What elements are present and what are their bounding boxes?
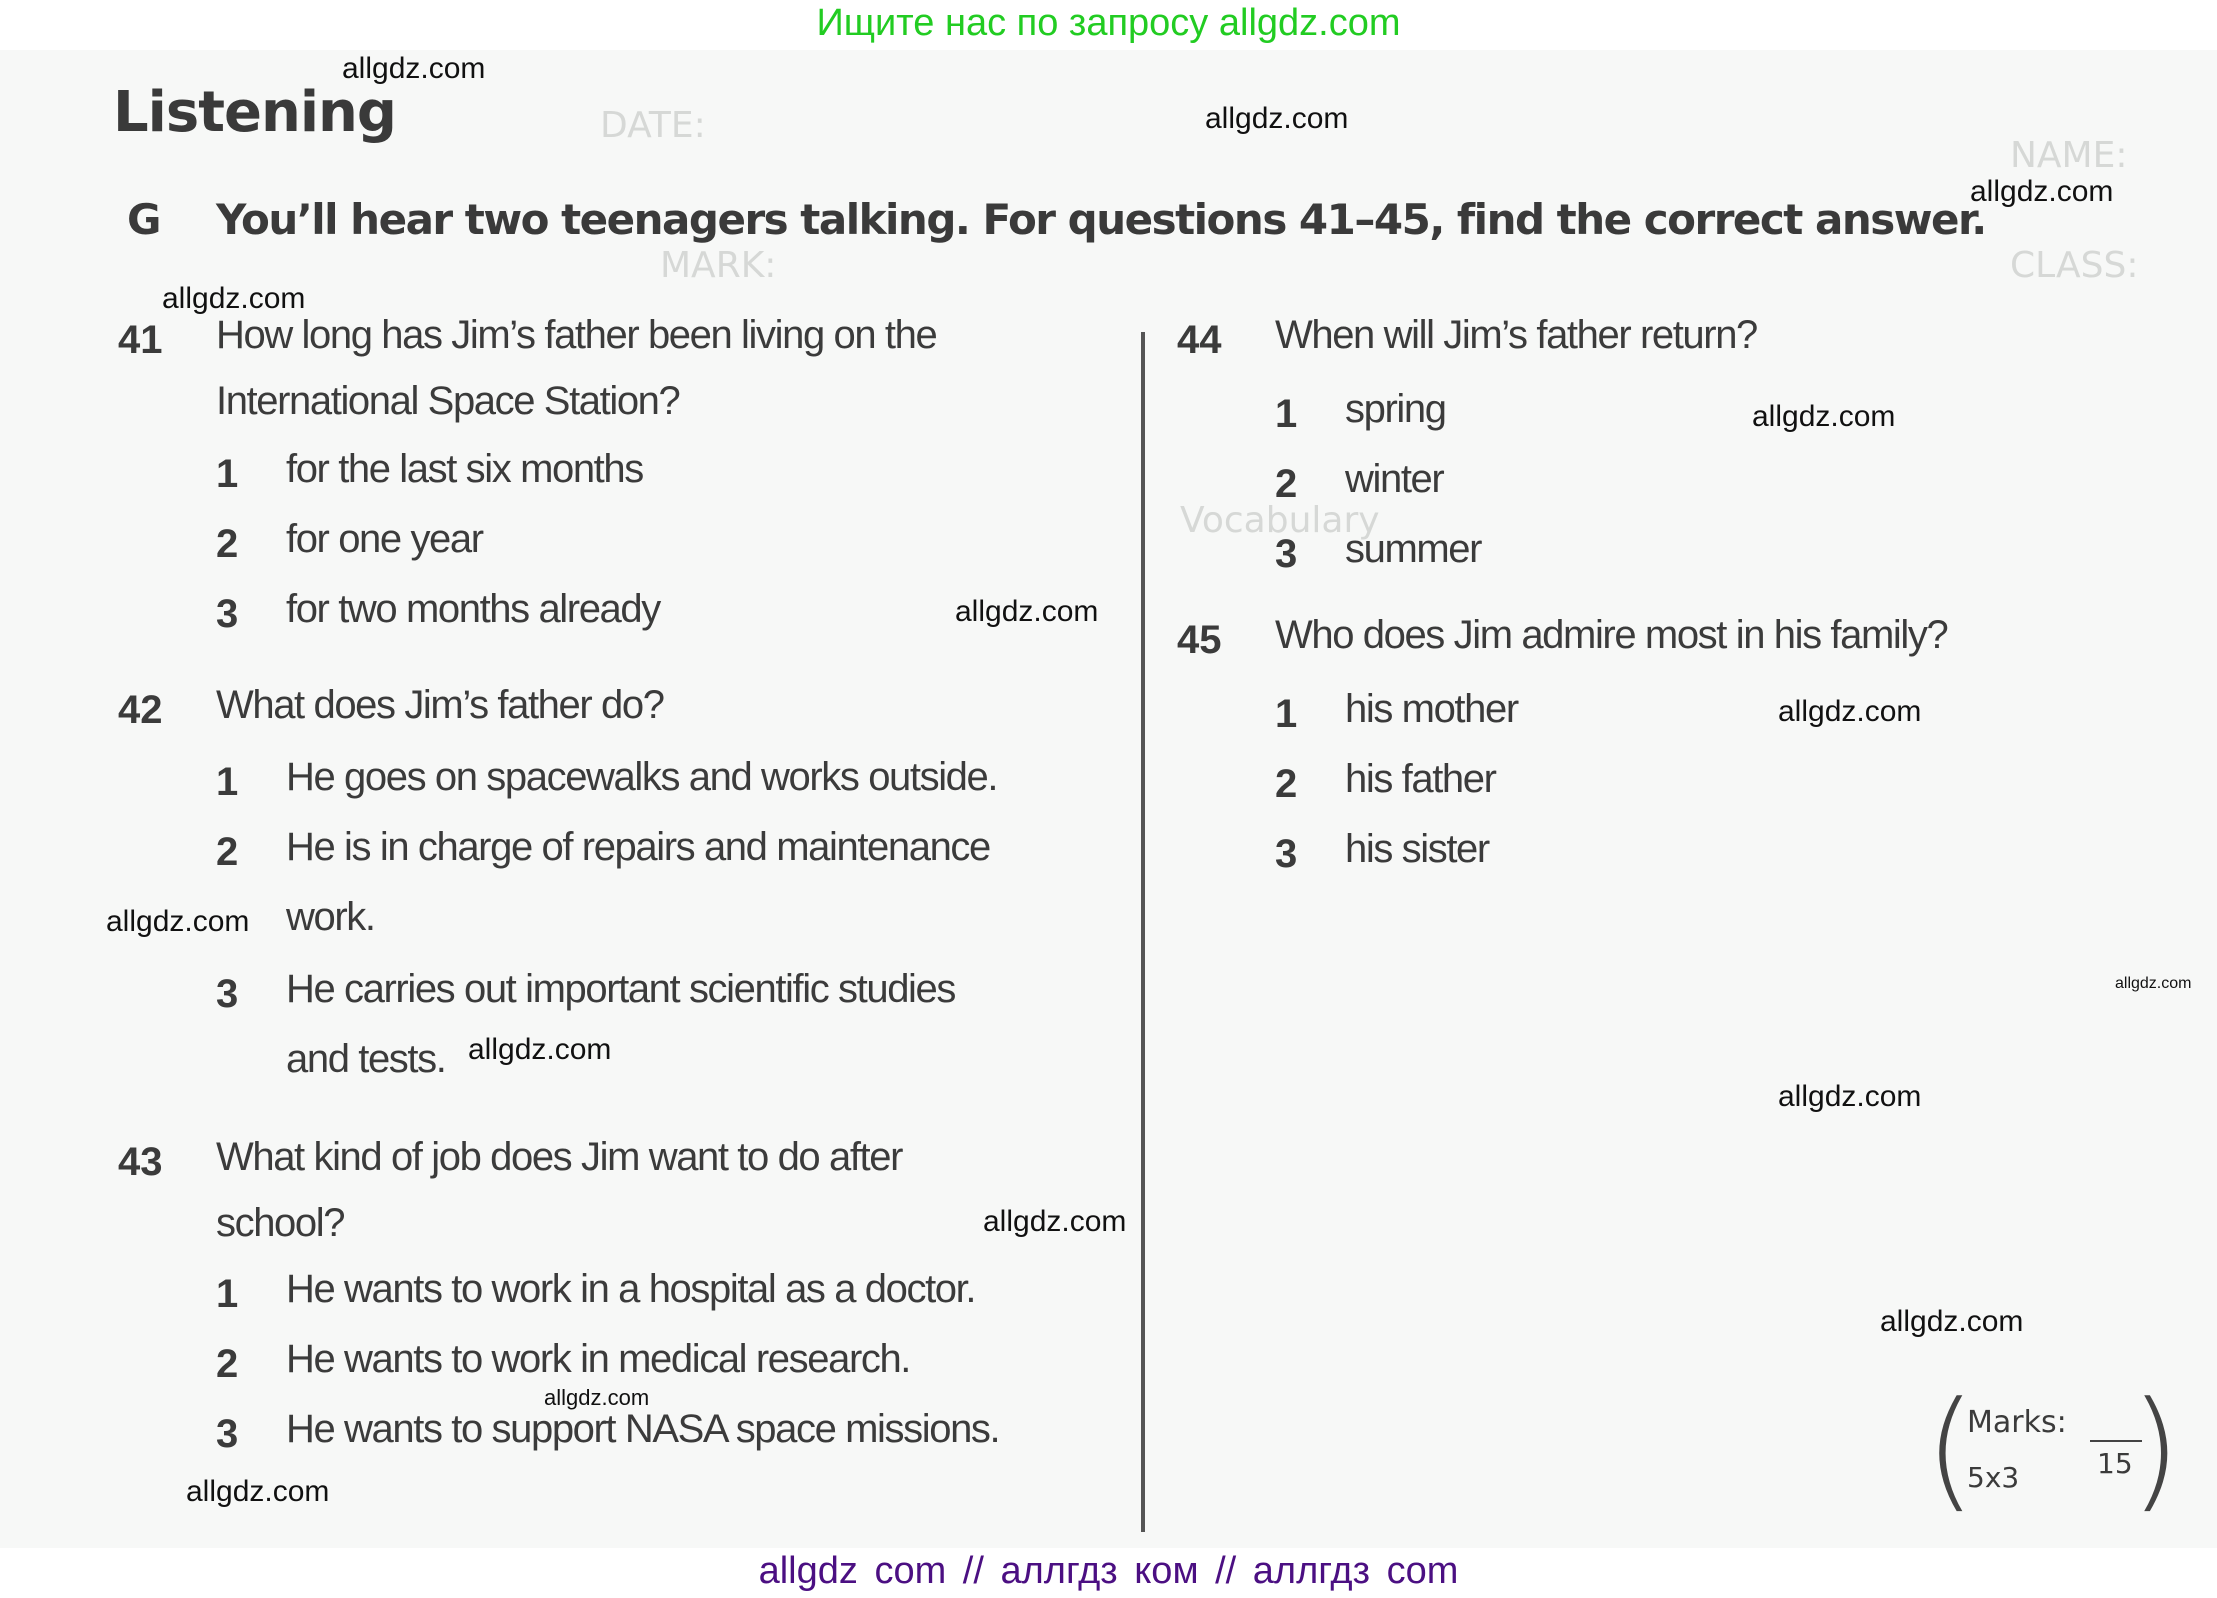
option-number: 3 [216,972,237,1016]
option-number: 2 [216,522,237,566]
option-number: 1 [1275,692,1296,736]
question-text: International Space Station? [216,379,680,423]
watermark: allgdz.com [1880,1305,2024,1338]
option-text: He wants to work in medical research. [286,1337,911,1381]
option-number: 3 [1275,832,1296,876]
option-text: He wants to work in a hospital as a doctor. [286,1267,976,1311]
watermark: allgdz.com [1205,102,1349,135]
option-number: 2 [1275,762,1296,806]
option-number: 3 [1275,532,1296,576]
option-text: for the last six months [286,447,643,491]
question-text: How long has Jim’s father been living on the [216,313,937,357]
watermark: allgdz.com [1752,400,1896,433]
option-number: 1 [1275,392,1296,436]
bleed-through-text: CLASS: [2010,245,2139,286]
option-text: winter [1345,457,1444,501]
task-letter: G [127,195,162,244]
option-number: 1 [216,1272,237,1316]
watermark: allgdz.com [186,1475,330,1508]
option-number: 1 [216,452,237,496]
watermark: allgdz.com [1778,695,1922,728]
option-number: 2 [216,830,237,874]
option-text: his father [1345,757,1496,801]
watermark: allgdz.com [1778,1080,1922,1113]
watermark: allgdz.com [468,1033,612,1066]
marks-box [1925,1373,2181,1525]
option-text: He carries out important scientific studies [286,967,955,1011]
option-number: 3 [216,592,237,636]
task-instruction: You’ll hear two teenagers talking. For questions 41–45, find the correct answer. [216,195,1986,244]
bleed-through-text: Vocabulary [1180,500,1380,541]
option-text: work. [286,895,375,939]
watermark: allgdz.com [2115,975,2192,992]
question-number: 42 [118,688,163,732]
bleed-through-text: NAME: [2010,135,2128,176]
watermark: allgdz.com [106,905,250,938]
option-text: summer [1345,527,1482,571]
bleed-through-text: MARK: [660,245,777,286]
question-number: 43 [118,1140,163,1184]
question-text: school? [216,1201,345,1245]
marks-multiplier: 5x3 [1967,1461,2020,1494]
question-text: What kind of job does Jim want to do after [216,1135,903,1179]
watermark: allgdz.com [162,282,306,315]
watermark: allgdz.com [342,52,486,85]
bleed-through-text: DATE: [600,105,706,146]
footer-watermark: allgdz com // аллгдз ком // аллгдз com [0,1548,2217,1598]
watermark: allgdz.com [983,1205,1127,1238]
option-number: 2 [216,1342,237,1386]
watermark: allgdz.com [544,1385,650,1410]
option-text: for two months already [286,587,660,631]
question-number: 44 [1177,318,1222,362]
column-divider [1141,332,1145,1532]
option-number: 3 [216,1412,237,1456]
watermark: allgdz.com [1970,175,2114,208]
question-text: When will Jim’s father return? [1275,313,1757,357]
left-paren: ( [1925,1373,1976,1525]
question-number: 45 [1177,618,1222,662]
option-text: for one year [286,517,483,561]
option-number: 1 [216,760,237,804]
question-text: What does Jim’s father do? [216,683,664,727]
option-text: and tests. [286,1037,446,1081]
option-number: 2 [1275,462,1296,506]
option-text: He wants to support NASA space missions. [286,1407,1000,1451]
option-text: He goes on spacewalks and works outside. [286,755,998,799]
option-text: his mother [1345,687,1518,731]
marks-label: Marks: [1967,1405,2067,1440]
workbook-page [0,50,2217,1548]
right-paren: ) [2130,1373,2181,1525]
option-text: He is in charge of repairs and maintenance [286,825,990,869]
question-text: Who does Jim admire most in his family? [1275,613,1948,657]
marks-total: 15 [2097,1447,2133,1480]
option-text: his sister [1345,827,1489,871]
option-text: spring [1345,387,1446,431]
search-banner: Ищите нас по запросу allgdz.com [0,0,2217,50]
section-title: Listening [113,80,396,145]
watermark: allgdz.com [955,595,1099,628]
question-number: 41 [118,318,163,362]
